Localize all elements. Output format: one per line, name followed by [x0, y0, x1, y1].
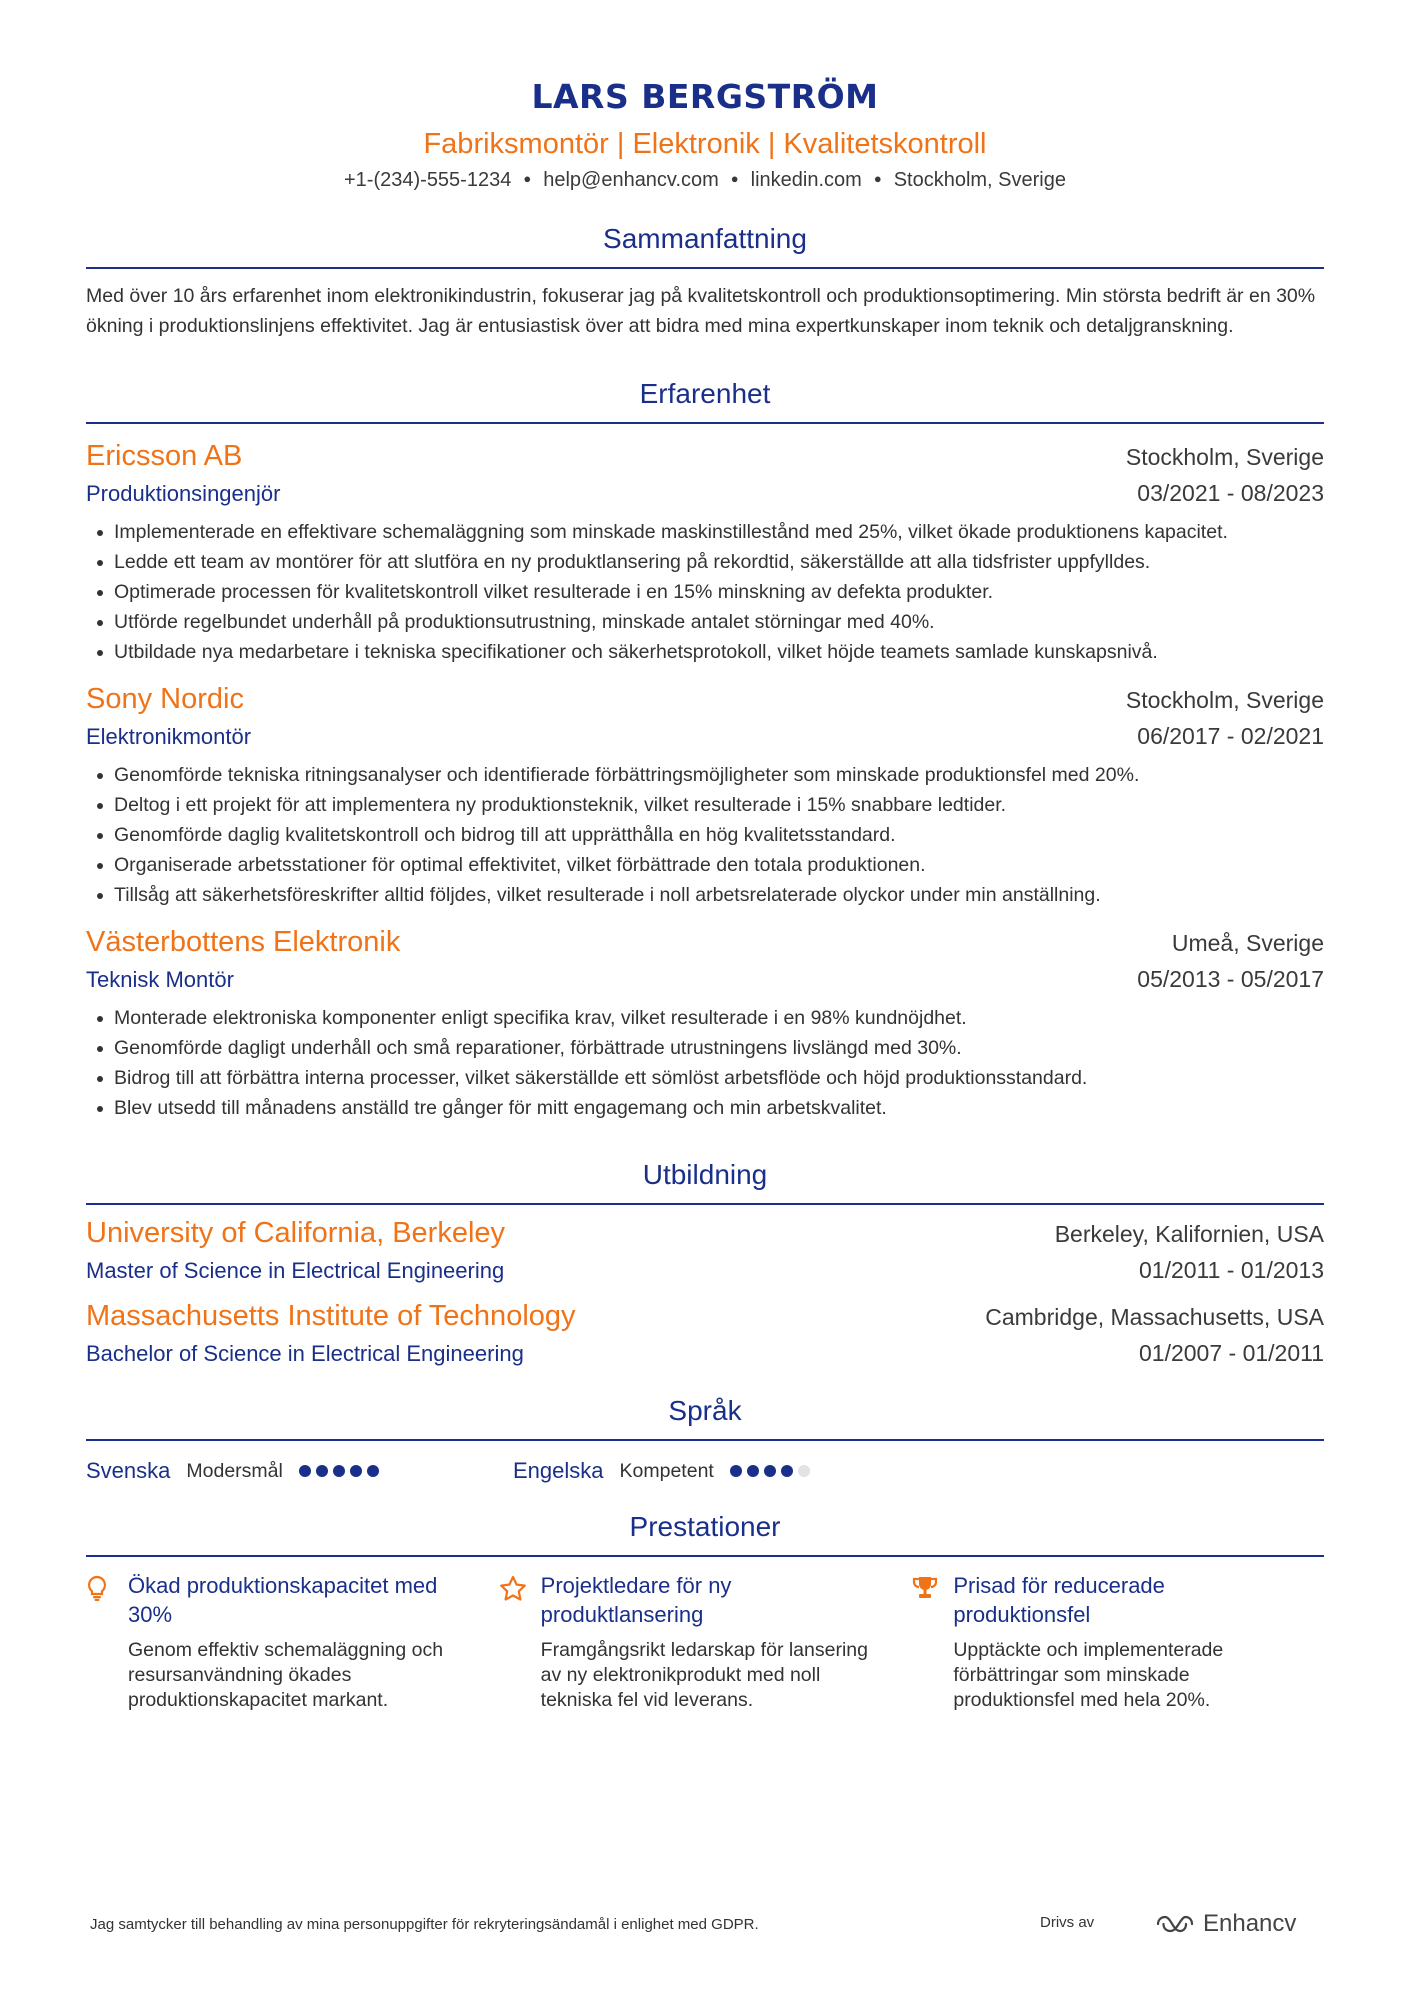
- job-company: Sony Nordic: [86, 683, 244, 715]
- education-degree: Bachelor of Science in Electrical Engineering: [86, 1341, 524, 1366]
- experience-heading: Erfarenhet: [86, 376, 1324, 424]
- list-item: Tillsåg att säkerhetsföreskrifter alltid följdes, vilket resulterade i noll arbetsrelaterade olyckor under min anställning.: [114, 880, 1324, 910]
- rating-dot-filled: [367, 1465, 379, 1477]
- enhancv-logo[interactable]: [1155, 1910, 1296, 1938]
- education-entry: [86, 1213, 1324, 1288]
- rating-dot-filled: [299, 1465, 311, 1477]
- list-item: Utförde regelbundet underhåll på produktionsutrustning, minskade antalet störningar med 40%.: [114, 607, 1324, 637]
- language-level: Modersmål: [186, 1459, 283, 1482]
- job-location: Umeå, Sverige: [1171, 930, 1324, 956]
- languages-list: [86, 1453, 1324, 1489]
- education-location: Cambridge, Massachusetts, USA: [985, 1304, 1324, 1330]
- rating-dot-filled: [764, 1465, 776, 1477]
- education-school: University of California, Berkeley: [86, 1217, 506, 1249]
- rating-dot-filled: [781, 1465, 793, 1477]
- job-dates: 05/2013 - 05/2017: [1137, 966, 1324, 992]
- page-footer: [90, 1910, 1320, 1940]
- list-item: Utbildade nya medarbetare i tekniska specifikationer och säkerhetsprotokoll, vilket höjde teamets samlade kunskapsnivå.: [114, 637, 1324, 667]
- job-bullets: [86, 1003, 1324, 1123]
- job-role: Elektronikmontör: [86, 724, 252, 749]
- powered-by-label: Drivs av: [1040, 1914, 1095, 1931]
- job-location: Stockholm, Sverige: [1125, 687, 1324, 713]
- separator-dot: ●: [873, 171, 882, 186]
- job-entry: [86, 679, 1324, 910]
- enhancv-logo-icon: [1155, 1913, 1195, 1935]
- list-item: Genomförde dagligt underhåll och små reparationer, förbättrade utrustningens livslängd med 30%.: [114, 1033, 1324, 1063]
- list-item: Monterade elektroniska komponenter enligt specifika krav, vilket resulterade i en 98% kundnöjdhet.: [114, 1003, 1324, 1033]
- achievement-text: Upptäckte och implementerade förbättringar som minskade produktionsfel med hela 20%.: [953, 1639, 1224, 1711]
- summary-heading: Sammanfattning: [86, 221, 1324, 269]
- list-item: Genomförde tekniska ritningsanalyser och identifierade förbättringsmöjligheter som minskade produktionsfel med 20%.: [114, 760, 1324, 790]
- rating-dot-filled: [350, 1465, 362, 1477]
- achievement-title: Projektledare för ny produktlansering: [540, 1573, 732, 1627]
- contact-linkedin[interactable]: linkedin.com: [750, 169, 862, 191]
- language-level: Kompetent: [619, 1459, 714, 1482]
- enhancv-brand-name: Enhancv: [1203, 1910, 1297, 1937]
- list-item: Blev utsedd till månadens anställd tre gånger för mitt engagemang och min arbetskvalitet.: [114, 1093, 1324, 1123]
- job-company: Västerbottens Elektronik: [86, 926, 401, 958]
- star-icon: [499, 1571, 541, 1713]
- language-name: Engelska: [513, 1458, 604, 1483]
- education-location: Berkeley, Kalifornien, USA: [1054, 1221, 1324, 1247]
- list-item: Ledde ett team av montörer för att slutföra en ny produktlansering på rekordtid, säkerställde att alla tidsfrister uppfylldes.: [114, 547, 1324, 577]
- list-item: Bidrog till att förbättra interna processer, vilket säkerställde ett sömlöst arbetsflöde och höjd produktionsstandard.: [114, 1063, 1324, 1093]
- contact-phone: +1-(234)-555-1234: [344, 169, 512, 191]
- candidate-name: LARS BERGSTRÖM: [531, 77, 879, 116]
- achievement-title: Prisad för reducerade produktionsfel: [953, 1573, 1165, 1627]
- education-dates: 01/2007 - 01/2011: [1138, 1340, 1324, 1366]
- achievement-item: [86, 1571, 499, 1713]
- job-bullets: [86, 760, 1324, 910]
- language-rating: [730, 1465, 810, 1477]
- lightbulb-icon: [86, 1571, 128, 1713]
- education-dates: 01/2011 - 01/2013: [1138, 1257, 1324, 1283]
- achievements-heading: Prestationer: [86, 1509, 1324, 1557]
- achievement-item: [911, 1571, 1324, 1713]
- achievement-title: Ökad produktionskapacitet med 30%: [128, 1573, 438, 1627]
- rating-dot-filled: [747, 1465, 759, 1477]
- contact-location: Stockholm, Sverige: [893, 169, 1066, 191]
- education-heading: Utbildning: [86, 1157, 1324, 1205]
- education-degree: Master of Science in Electrical Engineering: [86, 1258, 505, 1283]
- contact-line: [86, 164, 1324, 195]
- language-item: [513, 1458, 940, 1484]
- job-company: Ericsson AB: [86, 440, 243, 472]
- rating-dot-empty: [798, 1465, 810, 1477]
- list-item: Optimerade processen för kvalitetskontroll vilket resulterade i en 15% minskning av defekta produkter.: [114, 577, 1324, 607]
- list-item: Organiserade arbetsstationer för optimal effektivitet, vilket förbättrade den totala produktionen.: [114, 850, 1324, 880]
- achievement-text: Genom effektiv schemaläggning och resursanvändning ökades produktionskapacitet markant.: [128, 1639, 444, 1711]
- summary-text: Med över 10 års erfarenhet inom elektronikindustrin, fokuserar jag på kvalitetskontroll och produktionsoptimering. Min största bedrift är en 30% ökning i produktionslinjens effektivitet. Jag är entusiastisk över att bidra med mina expertkunskaper inom teknik och detaljgranskning.: [86, 285, 1316, 337]
- education-school: Massachusetts Institute of Technology: [86, 1300, 576, 1332]
- languages-heading: Språk: [86, 1393, 1324, 1441]
- job-entry: [86, 922, 1324, 1123]
- achievements-list: [86, 1571, 1324, 1713]
- achievement-item: [499, 1571, 912, 1713]
- job-role: Produktionsingenjör: [86, 481, 281, 506]
- list-item: Implementerade en effektivare schemaläggning som minskade maskinstillestånd med 25%, vilket ökade produktionens kapacitet.: [114, 517, 1324, 547]
- language-name: Svenska: [86, 1458, 171, 1483]
- trophy-icon: [911, 1571, 953, 1713]
- separator-dot: ●: [523, 171, 532, 186]
- resume-page: [86, 0, 1324, 1713]
- job-entry: [86, 436, 1324, 667]
- rating-dot-filled: [333, 1465, 345, 1477]
- list-item: Genomförde daglig kvalitetskontroll och bidrog till att upprätthålla en hög kvalitetsstandard.: [114, 820, 1324, 850]
- language-item: [86, 1458, 513, 1484]
- achievement-text: Framgångsrikt ledarskap för lansering av ny elektronikprodukt med noll tekniska fel vid leverans.: [540, 1639, 868, 1711]
- list-item: Deltog i ett projekt för att implementera ny produktionsteknik, vilket resulterade i 15% snabbare ledtider.: [114, 790, 1324, 820]
- contact-email[interactable]: help@enhancv.com: [543, 169, 719, 191]
- gdpr-consent-text: Jag samtycker till behandling av mina personuppgifter för rekryteringsändamål i enlighet med GDPR.: [90, 1916, 759, 1933]
- rating-dot-filled: [316, 1465, 328, 1477]
- language-rating: [299, 1465, 379, 1477]
- candidate-title: Fabriksmontör | Elektronik | Kvalitetskontroll: [423, 128, 987, 160]
- job-bullets: [86, 517, 1324, 667]
- rating-dot-filled: [730, 1465, 742, 1477]
- separator-dot: ●: [730, 171, 739, 186]
- education-entry: [86, 1296, 1324, 1371]
- job-dates: 06/2017 - 02/2021: [1137, 723, 1324, 749]
- job-role: Teknisk Montör: [86, 967, 234, 992]
- job-dates: 03/2021 - 08/2023: [1137, 480, 1324, 506]
- job-location: Stockholm, Sverige: [1125, 444, 1324, 470]
- resume-header: [86, 0, 1324, 195]
